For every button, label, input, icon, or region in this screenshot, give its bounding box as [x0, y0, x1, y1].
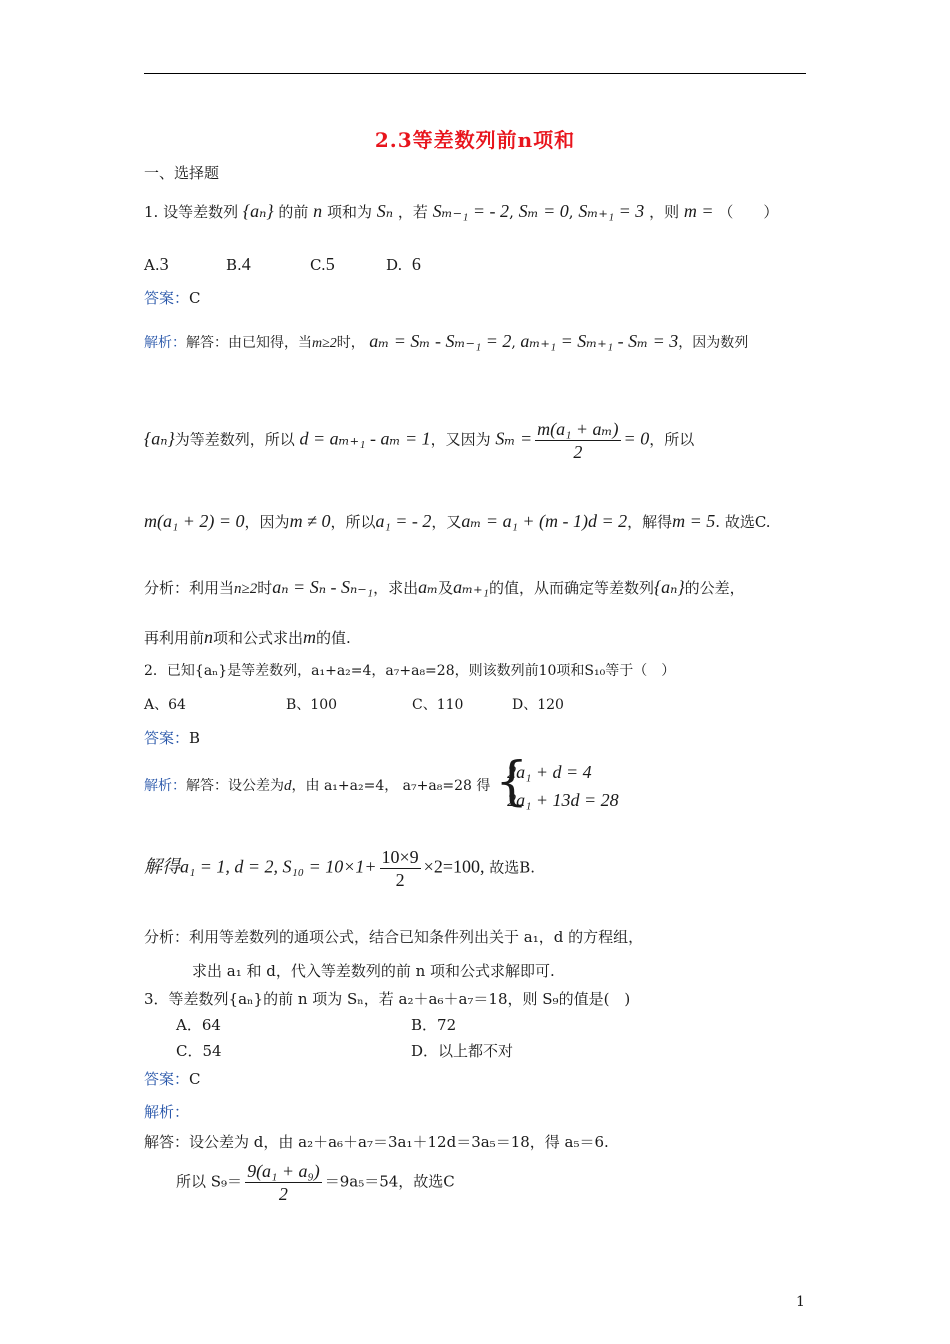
header-rule: [144, 73, 806, 74]
q1-sn: Sₙ: [376, 201, 394, 221]
q3-final: [176, 1160, 455, 1212]
q1-option-label: C.: [310, 256, 326, 274]
fraction-numerator: 9(a₁ + a₉): [247, 1161, 320, 1181]
fenxi-text: 的值.: [316, 629, 351, 647]
final-text: 所以 S₉＝: [176, 1172, 243, 1191]
solution-math: ×2=100,: [423, 856, 485, 877]
analysis-text: ，所以: [649, 430, 695, 449]
solution-math: 解得a₁ = 1, d = 2, S₁₀ = 10×1+: [144, 856, 377, 877]
q1-stem-text: 的前: [278, 203, 309, 221]
analysis-math: m ≠ 0: [289, 511, 331, 531]
answer-label: 答案：: [144, 729, 190, 747]
analysis-label: 解析：: [144, 778, 186, 794]
q1-stem-text: ，若: [397, 203, 428, 221]
q1-analysis-line2: [144, 418, 694, 463]
q2-fenxi-line1: 分析：利用等差数列的通项公式，结合已知条件列出关于 a₁，d 的方程组，: [144, 928, 644, 946]
analysis-math: Sₘ =: [495, 428, 533, 449]
analysis-math: = 0: [623, 428, 650, 449]
q1-n: n: [313, 201, 323, 221]
fraction-denominator: 2: [573, 442, 583, 462]
q3-detail: 解答：设公差为 d，由 a₂＋a₆＋a₇＝3a₁＋12d＝3a₅＝18，得 a₅＝6.: [144, 1133, 609, 1151]
q3-option-a: A．64: [176, 1016, 221, 1034]
q3-answer: [144, 1068, 201, 1090]
analysis-text: ，所以: [330, 513, 376, 531]
q1-ask: m =: [683, 201, 714, 221]
q1-option-value: 6: [411, 254, 421, 274]
analysis-text: ，又: [431, 513, 462, 531]
q2-solution: [144, 846, 535, 892]
q1-cond1: Sₘ₋₁ = - 2: [432, 201, 510, 221]
fenxi-math: m: [303, 627, 317, 647]
q1-option-value: 4: [241, 254, 251, 274]
brace-icon: {: [495, 752, 529, 812]
q2-analysis: [144, 752, 619, 818]
q1-analysis-line1: 解析：解答：由已知得，当m≥2时， aₘ = Sₘ - Sₘ₋₁ = 2, aₘ₊₁ = Sₘ₊₁ - Sₘ = 3，因为数列: [144, 331, 749, 351]
q1-seq: {aₙ}: [242, 201, 274, 221]
fraction-denominator: 2: [278, 1184, 288, 1204]
q2-fenxi-line2: 求出 a₁ 和 d，代入等差数列的前 n 项和公式求解即可.: [192, 962, 555, 980]
page-title: 2.3等差数列前n项和: [374, 128, 576, 152]
analysis-text: ，由 a₁+a₂=4， a₇+a₈=28 得: [291, 778, 491, 794]
fenxi-math: {aₙ}: [653, 577, 685, 597]
equation-row: 2a₁ + d = 4: [507, 762, 592, 782]
q3-analysis-label: 解析：: [144, 1103, 190, 1121]
q1-stem: 1. 设等差数列 {aₙ} 的前 n 项和为 Sₙ ，若 Sₘ₋₁ = - 2, Sₘ = 0, Sₘ₊₁ = 3 ，则 m = （ ）: [144, 201, 779, 221]
fraction-denominator: 2: [395, 870, 405, 890]
equation-system: [495, 752, 619, 814]
fenxi-math: n: [204, 627, 214, 647]
answer-label: 答案：: [144, 1070, 190, 1088]
analysis-math: aₘ = a₁ + (m - 1)d = 2: [461, 511, 628, 531]
fenxi-math: aₘ: [418, 577, 439, 597]
q3-option-d: D．以上都不对: [411, 1042, 514, 1060]
q1-fenxi-line2: [144, 626, 351, 649]
analysis-math: d: [284, 778, 292, 794]
q1-cond3: Sₘ₊₁ = 3: [578, 201, 645, 221]
analysis-fraction: [535, 418, 620, 463]
answer-value: C: [189, 1070, 201, 1088]
fenxi-text: 及: [438, 579, 454, 597]
analysis-text: ，因为数列: [678, 335, 749, 351]
q1-option-label: A.: [144, 256, 160, 274]
q1-option-value: 5: [325, 254, 335, 274]
analysis-math: {aₙ}: [144, 428, 175, 449]
q1-stem-text: 项和为: [326, 203, 372, 221]
q3-stem: 3．等差数列{aₙ}的前 n 项为 Sₙ，若 a₂＋a₆＋a₇＝18，则 S₉的值是( ): [144, 990, 631, 1008]
analysis-math: m(a₁ + 2) = 0: [144, 511, 245, 531]
analysis-math: m≥2: [312, 336, 337, 351]
q2-answer: [144, 727, 200, 749]
q1-stem-text: 1. 设等差数列: [144, 203, 239, 221]
equation-row: 2a₁ + 13d = 28: [507, 790, 619, 810]
q1-stem-text: ，则: [649, 203, 680, 221]
fenxi-text: ，求出: [373, 579, 419, 597]
answer-label: 答案：: [144, 289, 190, 307]
fenxi-math: aₘ₊₁: [453, 577, 489, 597]
q1-fenxi-line1: [144, 576, 745, 600]
q3-option-c: C．54: [176, 1042, 222, 1060]
analysis-text: 解答：由已知得，当: [186, 335, 312, 351]
page-number: 1: [796, 1294, 805, 1310]
analysis-text: . 故选C.: [715, 513, 771, 531]
analysis-math: a₁ = - 2: [375, 511, 432, 531]
q2-option: C、110: [412, 697, 464, 713]
answer-value: B: [189, 729, 201, 747]
q1-cond2: Sₘ = 0: [518, 201, 569, 221]
q1-option-value: 3: [159, 254, 169, 274]
q1-paren: （ ）: [718, 203, 779, 221]
analysis-label: 解析：: [144, 335, 186, 351]
final-text: ＝9a₅＝54，故选C: [324, 1172, 455, 1191]
q2-option: D、120: [512, 697, 564, 713]
analysis-math: aₘ₊₁ = Sₘ₊₁ - Sₘ = 3: [520, 331, 679, 351]
analysis-text: 解答：设公差为: [186, 778, 284, 794]
solution-text: 故选B.: [489, 858, 536, 877]
fenxi-text: 项和公式求出: [213, 629, 304, 647]
analysis-text: 为等差数列，所以: [174, 430, 295, 449]
analysis-math: m = 5: [672, 511, 716, 531]
analysis-text: ，解得: [627, 513, 673, 531]
solution-fraction: [380, 846, 421, 891]
fenxi-text: 分析：利用当: [144, 579, 235, 597]
q1-option-label: D.: [386, 256, 403, 274]
section-heading: 一、选择题: [144, 164, 220, 182]
final-fraction: [245, 1160, 322, 1205]
analysis-math: d = aₘ₊₁ - aₘ = 1: [299, 428, 431, 449]
analysis-text: ，又因为: [430, 430, 491, 449]
fraction-numerator: m(a₁ + aₘ): [537, 419, 619, 439]
fenxi-text: 的公差，: [684, 579, 745, 597]
fenxi-math: aₙ = Sₙ - Sₙ₋₁: [272, 577, 374, 597]
q2-stem: 2．已知{aₙ}是等差数列，a₁+a₂=4，a₇+a₈=28，则该数列前10项和S₁₀等于（ ）: [144, 663, 676, 679]
fenxi-text: 的值，从而确定等差数列: [488, 579, 654, 597]
q1-answer: [144, 287, 201, 309]
answer-value: C: [189, 289, 201, 307]
fenxi-text: 时: [257, 579, 273, 597]
analysis-math: aₘ = Sₘ - Sₘ₋₁ = 2: [369, 331, 512, 351]
q1-option-label: B.: [226, 256, 242, 274]
fenxi-text: 再利用前: [144, 629, 205, 647]
q3-option-b: B．72: [411, 1016, 457, 1034]
analysis-text: ，因为: [244, 513, 290, 531]
fraction-numerator: 10×9: [381, 847, 419, 867]
q1-analysis-line3: [144, 510, 771, 533]
q2-option: A、64: [144, 697, 186, 713]
fenxi-math: n≥2: [234, 581, 258, 597]
q2-option: B、100: [286, 697, 338, 713]
analysis-text: 时，: [336, 335, 365, 351]
